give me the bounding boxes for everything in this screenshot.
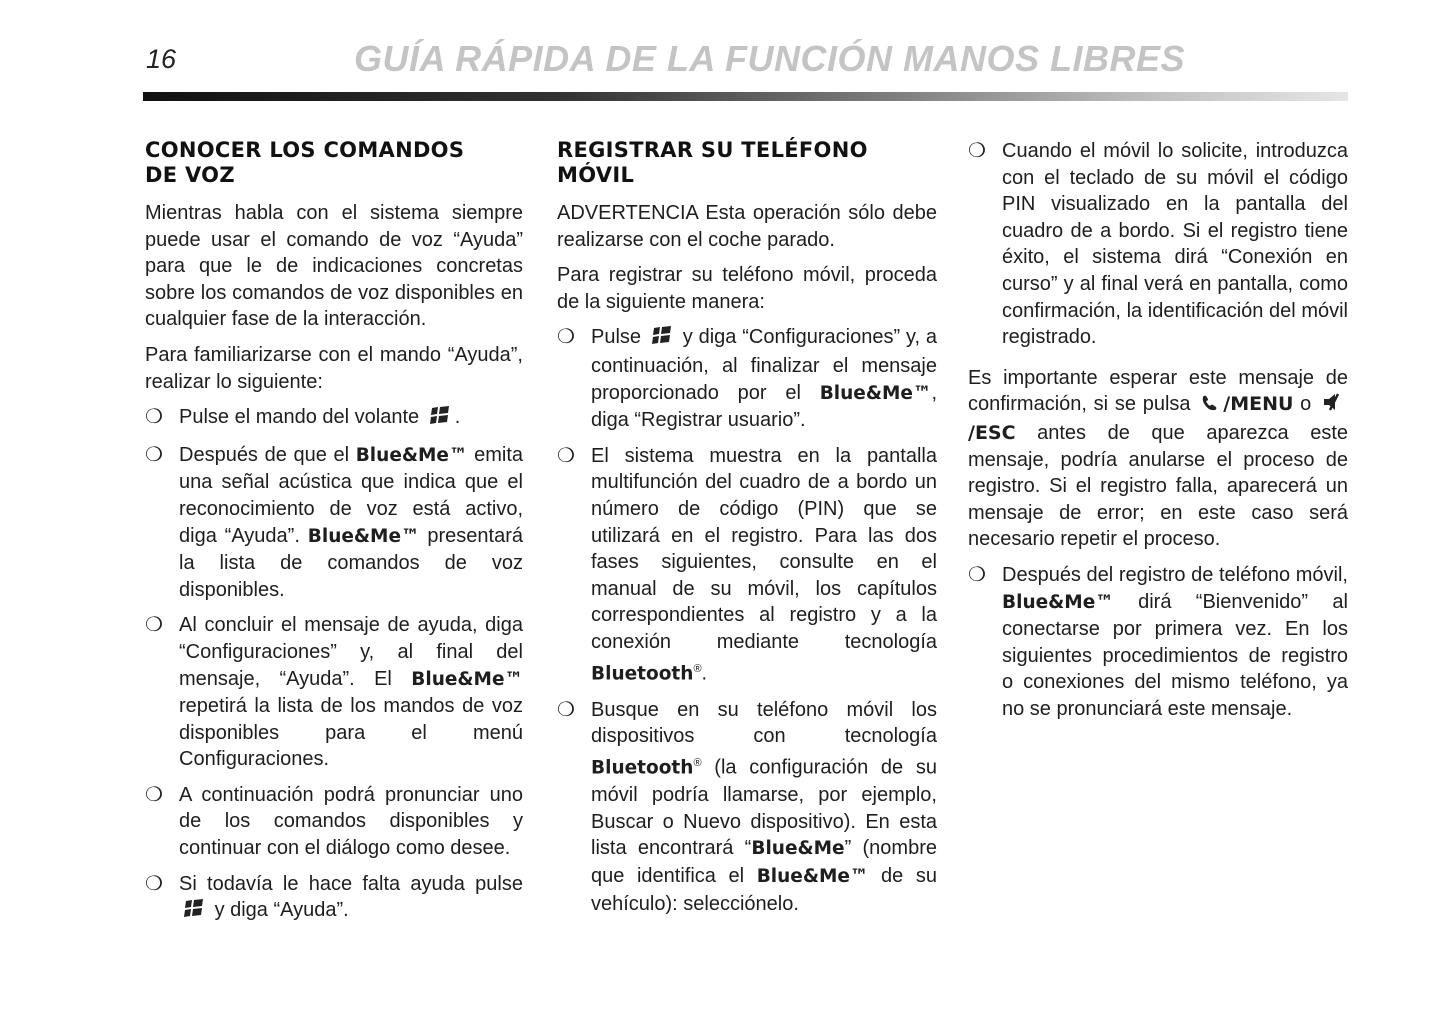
list-item: ❍ A continuación podrá pronunciar uno de los comandos disponibles y continuar con el diálogo como desee. bbox=[145, 783, 523, 860]
brand-name: Blue&Me™ bbox=[819, 382, 932, 404]
mute-key-icon bbox=[1322, 392, 1344, 420]
section-heading-voice-commands: CONOCER LOS COMANDOS DE VOZ bbox=[145, 138, 465, 187]
voice-command-key-icon bbox=[429, 405, 451, 433]
brand-name: Blue&Me™ bbox=[756, 865, 869, 887]
bullet-icon: ❍ bbox=[968, 140, 986, 162]
brand-name: Blue&Me™ bbox=[355, 444, 468, 466]
list-item: ❍ Después del registro de teléfono móvil, Blue&Me™ dirá “Bienvenido” al conectarse por primera vez. En los siguientes procedimientos de registro o conexiones del mismo teléfono, ya no se pronunciará este mensaje. bbox=[968, 563, 1348, 720]
section-heading-register-phone: REGISTRAR SU TELÉFONO MÓVIL bbox=[557, 138, 868, 187]
voice-command-key-icon bbox=[183, 898, 205, 926]
list-item: ❍ El sistema muestra en la pantalla multifunción del cuadro de a bordo un número de código (PIN) que se utilizará en el registro. Para las dos fases siguientes, consulte en el manual de su móvil, los capítulos correspondientes al registro y a la conexión mediante tecnología Bluetooth®. bbox=[557, 444, 937, 685]
list-item: ❍ Después de que el Blue&Me™ emita una señal acústica que indica que el reconocimiento de voz está activo, diga “Ayuda”. Blue&Me™ presentará la lista de comandos de voz disponibles. bbox=[145, 443, 524, 601]
paragraph: Es importante esperar este mensaje de confirmación, si se pulsa /MENU o /ESC antes de que aparezca este mensaje, podría anularse el proceso de registro. Si el registro falla, aparecerá un mensaje de error; en este caso será necesario repetir el proceso. bbox=[968, 366, 1348, 551]
menu-key-label: /MENU bbox=[1223, 393, 1294, 416]
voice-command-key-icon bbox=[651, 325, 673, 353]
brand-name: Blue&Me™ bbox=[1002, 591, 1114, 613]
brand-name: Blue&Me bbox=[751, 838, 845, 860]
column-register-phone bbox=[557, 138, 937, 926]
title-rule bbox=[143, 92, 1348, 101]
page-title: GUÍA RÁPIDA DE LA FUNCIÓN MANOS LIBRES bbox=[354, 38, 1186, 79]
column-registration-continued bbox=[968, 138, 1348, 731]
brand-name: Blue&Me™ bbox=[411, 668, 523, 690]
registered-mark: ® bbox=[693, 662, 702, 675]
bullet-icon: ❍ bbox=[145, 406, 163, 429]
list-item: ❍ Cuando el móvil lo solicite, introduzca con el teclado de su móvil el código PIN visualizado en la pantalla del cuadro de a bordo. Si el registro tiene éxito, el sistema dirá “Conexión en curso” y al final verá en pantalla, como confirmación, la identificación del móvil registrado. bbox=[968, 140, 1348, 349]
paragraph: Mientras habla con el sistema siempre puede usar el comando de voz “Ayuda” para que le de indicaciones concretas sobre los comandos de voz disponibles en cualquier fase de la interacción. bbox=[145, 202, 523, 331]
list-item: ❍ Si todavía le hace falta ayuda pulse y diga “Ayuda”. bbox=[145, 871, 523, 926]
list-item: ❍ Busque en su teléfono móvil los dispositivos con tecnología Bluetooth® (la configuración de su móvil podría llamarse, por ejemplo, Buscar o Nuevo dispositivo). En esta lista encontrará “Blue&Me” (nombre que identifica el Blue&Me™ de su vehículo): selecciónelo. bbox=[557, 698, 938, 915]
registered-mark: ® bbox=[693, 756, 702, 769]
brand-name: Blue&Me™ bbox=[307, 525, 420, 547]
esc-key-label: /ESC bbox=[968, 421, 1016, 444]
bullet-icon: ❍ bbox=[145, 614, 163, 637]
column-voice-commands bbox=[145, 138, 523, 935]
bullet-icon: ❍ bbox=[968, 563, 986, 586]
list-item: ❍ Al concluir el mensaje de ayuda, diga “Configuraciones” y, al final del mensaje, “Ayuda”. El Blue&Me™ repetirá la lista de los mandos de voz disponibles para el menú Configuraciones. bbox=[145, 614, 523, 771]
bullet-icon: ❍ bbox=[145, 783, 163, 806]
bullet-icon: ❍ bbox=[145, 443, 163, 466]
bullet-icon: ❍ bbox=[557, 326, 575, 349]
bullet-icon: ❍ bbox=[557, 698, 575, 721]
paragraph: Para registrar su teléfono móvil, proceda de la siguiente manera: bbox=[557, 264, 937, 313]
bluetooth-name: Bluetooth bbox=[591, 757, 694, 779]
bluetooth-name: Bluetooth bbox=[591, 663, 694, 685]
phone-handset-icon bbox=[1201, 393, 1219, 420]
paragraph: Para familiarizarse con el mando “Ayuda”, realizar lo siguiente: bbox=[145, 343, 523, 393]
bullet-icon: ❍ bbox=[557, 444, 575, 467]
list-item: ❍ Pulse y diga “Configuraciones” y, a continuación, al finalizar el mensaje proporcionado por el Blue&Me™, diga “Registrar usuario”. bbox=[557, 326, 938, 432]
paragraph: ADVERTENCIA Esta operación sólo debe realizarse con el coche parado. bbox=[557, 202, 937, 251]
bullet-icon: ❍ bbox=[145, 872, 163, 895]
page-number: 16 bbox=[146, 44, 177, 74]
list-item: ❍ Pulse el mando del volante . bbox=[145, 404, 523, 433]
